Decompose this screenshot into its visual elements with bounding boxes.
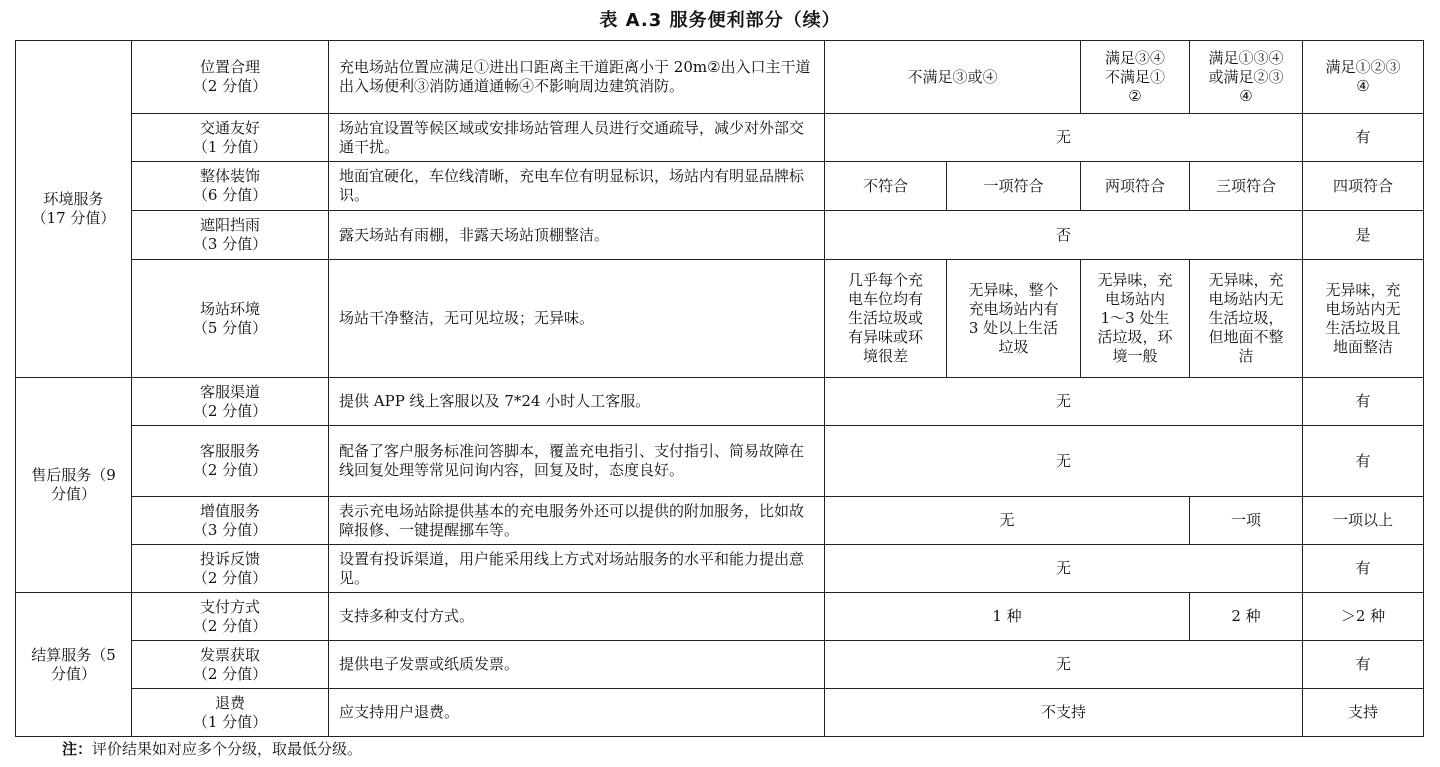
item-description: 提供 APP 线上客服以及 7*24 小时人工客服。 <box>329 378 825 426</box>
grade-cell: 不支持 <box>825 689 1303 737</box>
grade-cell: 四项符合 <box>1303 162 1424 211</box>
grade-cell: 三项符合 <box>1190 162 1303 211</box>
table-row <box>16 593 1424 641</box>
service-convenience-table <box>15 40 1424 737</box>
grade-cell: 有 <box>1303 114 1424 162</box>
grade-cell: 有 <box>1303 378 1424 426</box>
grade-cell: 无 <box>825 545 1303 593</box>
table-row <box>16 114 1424 162</box>
grade-cell: 几乎每个充 电车位均有 生活垃圾或 有异味或环 境很差 <box>825 260 947 378</box>
category-settlement: 结算服务（5 分值） <box>16 593 132 737</box>
item-description: 充电场站位置应满足①进出口距离主干道距离小于 20m②出入口主干道出入场便利③消防通道通畅④不影响周边建筑消防。 <box>329 41 825 114</box>
item-name: 支付方式 （2 分值） <box>132 593 329 641</box>
table-row <box>16 162 1424 211</box>
item-description: 设置有投诉渠道，用户能采用线上方式对场站服务的水平和能力提出意见。 <box>329 545 825 593</box>
note-label: 注： <box>62 740 93 758</box>
grade-cell: 无 <box>825 114 1303 162</box>
item-name: 发票获取 （2 分值） <box>132 641 329 689</box>
category-env: 环境服务 （17 分值） <box>16 41 132 378</box>
table-row <box>16 545 1424 593</box>
grade-cell: 无异味，整个 充电场站内有 3 处以上生活 垃圾 <box>947 260 1081 378</box>
table-title: 表 A.3 服务便利部分（续） <box>599 10 841 31</box>
item-description: 地面宜硬化，车位线清晰，充电车位有明显标识，场站内有明显品牌标识。 <box>329 162 825 211</box>
grade-cell: 满足③④ 不满足① ② <box>1081 41 1190 114</box>
grade-cell: 无 <box>825 497 1190 545</box>
item-name: 遮阳挡雨 （3 分值） <box>132 211 329 260</box>
item-name: 客服渠道 （2 分值） <box>132 378 329 426</box>
grade-cell: ＞2 种 <box>1303 593 1424 641</box>
grade-cell: 无异味，充 电场站内 1～3 处生 活垃圾，环 境一般 <box>1081 260 1190 378</box>
grade-cell: 两项符合 <box>1081 162 1190 211</box>
grade-cell: 否 <box>825 211 1303 260</box>
table-row <box>16 426 1424 497</box>
item-name: 交通友好 （1 分值） <box>132 114 329 162</box>
grade-cell: 满足①②③ ④ <box>1303 41 1424 114</box>
table-row <box>16 497 1424 545</box>
table-row <box>16 260 1424 378</box>
grade-cell: 无 <box>825 378 1303 426</box>
grade-cell: 无 <box>825 426 1303 497</box>
table-row <box>16 211 1424 260</box>
grade-cell: 无异味，充 电场站内无 生活垃圾且 地面整洁 <box>1303 260 1424 378</box>
grade-cell: 有 <box>1303 545 1424 593</box>
grade-cell: 不符合 <box>825 162 947 211</box>
grade-cell: 有 <box>1303 641 1424 689</box>
item-name: 整体装饰 （6 分值） <box>132 162 329 211</box>
item-name: 投诉反馈 （2 分值） <box>132 545 329 593</box>
item-description: 提供电子发票或纸质发票。 <box>329 641 825 689</box>
table-note <box>62 738 362 760</box>
category-after-sales: 售后服务（9 分值） <box>16 378 132 593</box>
table-row <box>16 378 1424 426</box>
item-name: 场站环境 （5 分值） <box>132 260 329 378</box>
item-description: 场站宜设置等候区域或安排场站管理人员进行交通疏导，减少对外部交通干扰。 <box>329 114 825 162</box>
table-row <box>16 689 1424 737</box>
grade-cell: 无 <box>825 641 1303 689</box>
item-name: 退费 （1 分值） <box>132 689 329 737</box>
grade-cell: 有 <box>1303 426 1424 497</box>
grade-cell: 支持 <box>1303 689 1424 737</box>
table-row <box>16 41 1424 114</box>
grade-cell: 1 种 <box>825 593 1190 641</box>
grade-cell: 2 种 <box>1190 593 1303 641</box>
item-description: 露天场站有雨棚，非露天场站顶棚整洁。 <box>329 211 825 260</box>
grade-cell: 一项以上 <box>1303 497 1424 545</box>
note-text: 评价结果如对应多个分级，取最低分级。 <box>92 740 363 758</box>
item-description: 表示充电场站除提供基本的充电服务外还可以提供的附加服务，比如故障报修、一键提醒挪车等。 <box>329 497 825 545</box>
item-description: 配备了客户服务标准问答脚本，覆盖充电指引、支付指引、简易故障在线回复处理等常见问询内容，回复及时，态度良好。 <box>329 426 825 497</box>
item-description: 场站干净整洁，无可见垃圾；无异味。 <box>329 260 825 378</box>
item-description: 支持多种支付方式。 <box>329 593 825 641</box>
item-description: 应支持用户退费。 <box>329 689 825 737</box>
grade-cell: 一项符合 <box>947 162 1081 211</box>
grade-cell: 是 <box>1303 211 1424 260</box>
item-name: 增值服务 （3 分值） <box>132 497 329 545</box>
item-name: 位置合理 （2 分值） <box>132 41 329 114</box>
item-name: 客服服务 （2 分值） <box>132 426 329 497</box>
grade-cell: 一项 <box>1190 497 1303 545</box>
grade-cell: 满足①③④ 或满足②③ ④ <box>1190 41 1303 114</box>
grade-cell: 不满足③或④ <box>825 41 1081 114</box>
table-row <box>16 641 1424 689</box>
grade-cell: 无异味，充 电场站内无 生活垃圾， 但地面不整 洁 <box>1190 260 1303 378</box>
